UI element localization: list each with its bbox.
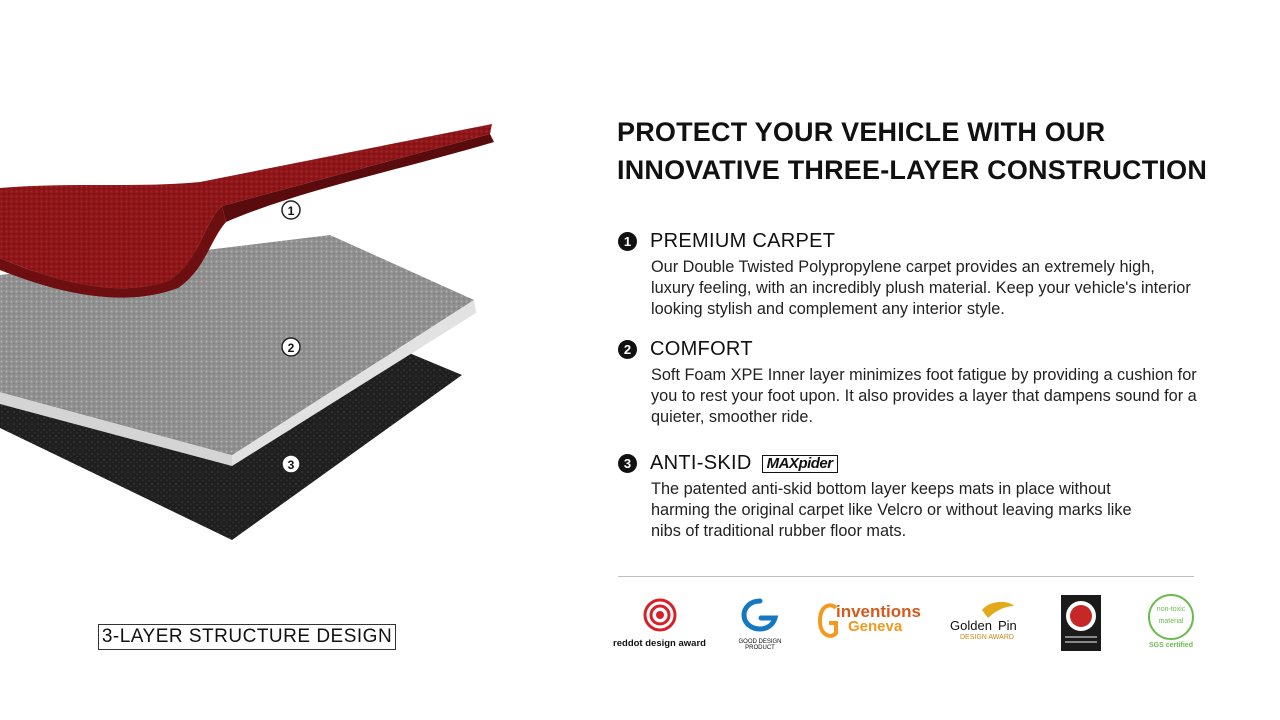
headline-line-2: INNOVATIVE THREE-LAYER CONSTRUCTION <box>617 155 1208 185</box>
feature-title: ANTI-SKID <box>650 452 752 474</box>
feature-description: Soft Foam XPE Inner layer minimizes foot fatigue by providing a cushion for you to rest your foot upon. It also provides a layer that dampens sound for a quieter, smoother ride. <box>651 366 1197 426</box>
feature-description: The patented anti-skid bottom layer keeps mats in place without harming the original carpet like Velcro or without leaving marks like nibs of traditional rubber floor mats. <box>651 480 1132 540</box>
headline-line-1: PROTECT YOUR VEHICLE WITH OUR <box>617 117 1106 147</box>
three-layer-mat-illustration <box>0 110 520 560</box>
reddot-icon <box>643 598 677 632</box>
page-headline <box>617 113 1257 189</box>
svg-text:2: 2 <box>287 341 295 355</box>
good-design-logo: GOOD DESIGN PRODUCT <box>730 598 790 651</box>
structure-caption: 3-LAYER STRUCTURE DESIGN <box>98 624 396 650</box>
maxpider-logo: MAXpider <box>762 455 838 473</box>
good-design-icon <box>739 598 781 632</box>
reddot-award-logo: reddot design award <box>612 598 707 649</box>
feature-premium-carpet <box>618 230 1218 320</box>
feature-anti-skid <box>618 452 1218 542</box>
badge-icon <box>1060 594 1102 652</box>
svg-text:3: 3 <box>287 458 295 472</box>
feature-comfort <box>618 338 1218 428</box>
inventions-g-icon <box>818 602 838 640</box>
divider-line <box>618 576 1194 577</box>
non-toxic-circle: non-toxic material <box>1148 594 1194 640</box>
non-toxic-sgs-logo: non-toxic material SGS certified <box>1144 594 1198 649</box>
svg-text:1: 1 <box>287 204 295 218</box>
award-logos: reddot design award GOOD DESIGN PRODUCT inventions Geneva Golden Pin DESIGN AWARD non-toxic material SGS certified <box>612 590 1212 660</box>
feature-title: COMFORT <box>650 338 753 360</box>
layer-marker-1 <box>282 201 300 219</box>
number-badge-1: 1 <box>618 232 637 251</box>
feature-description: Our Double Twisted Polypropylene carpet provides an extremely high, luxury feeling, with an incredibly plush material. Keep your vehicle's interior looking stylish and complement any interior style. <box>651 258 1191 318</box>
golden-pin-icon <box>980 600 1016 620</box>
layer-marker-3 <box>282 455 300 473</box>
feature-title: PREMIUM CARPET <box>650 230 836 252</box>
number-badge-3: 3 <box>618 454 637 473</box>
layer-marker-2 <box>282 338 300 356</box>
number-badge-2: 2 <box>618 340 637 359</box>
association-badge-logo <box>1060 594 1102 657</box>
